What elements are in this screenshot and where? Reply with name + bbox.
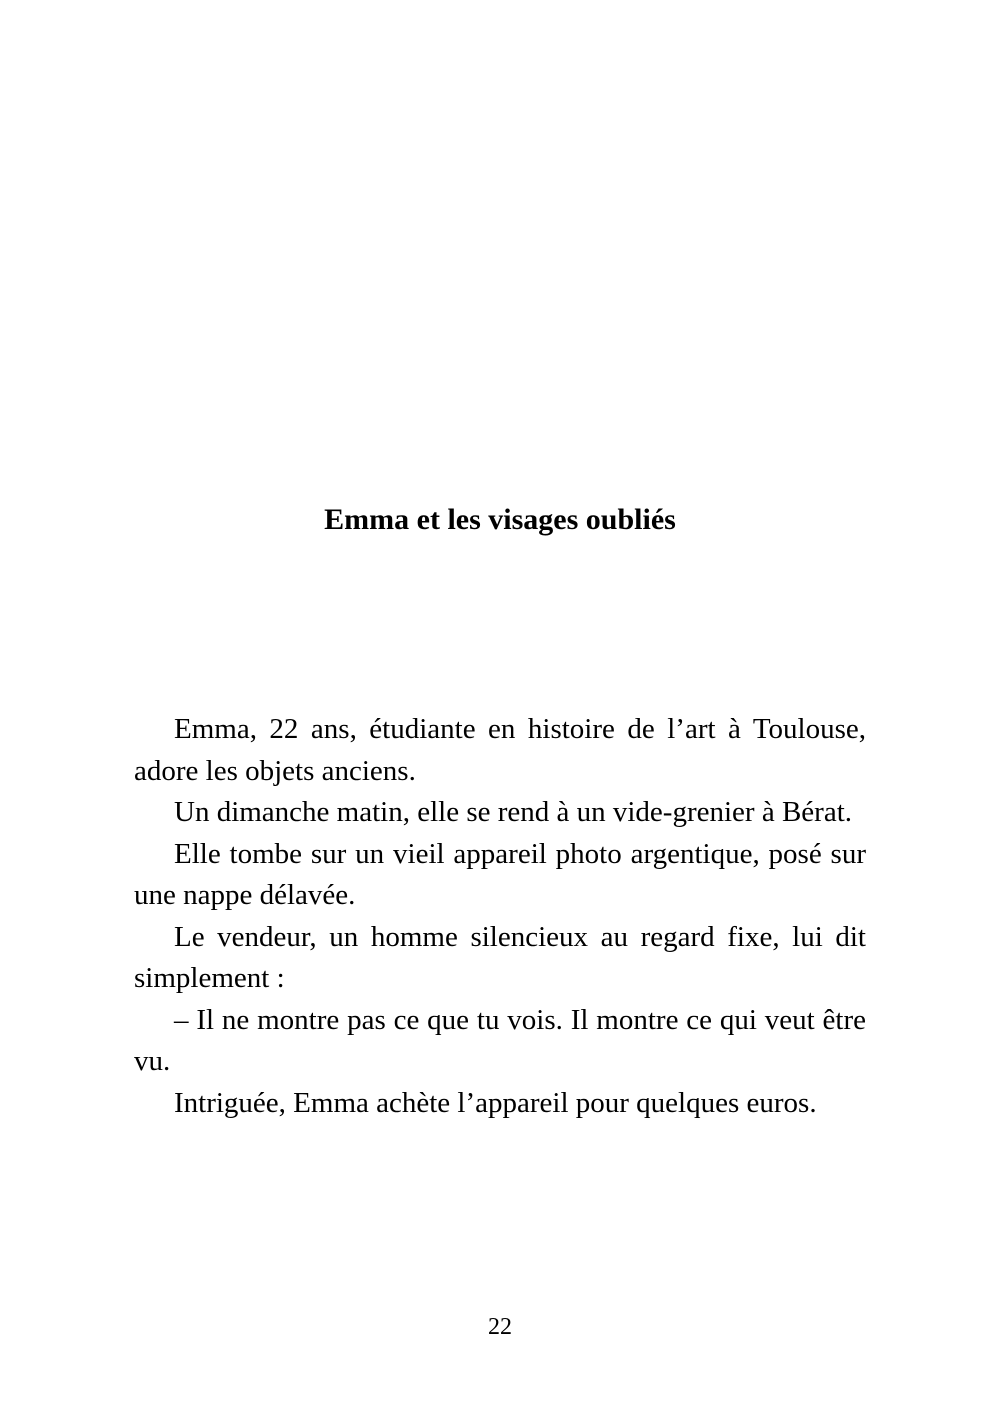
paragraph: Emma, 22 ans, étudiante en histoire de l’art à Toulouse, adore les objets anciens. (134, 713, 866, 787)
paragraph: Elle tombe sur un vieil appareil photo argentique, posé sur une nappe délavée. (134, 837, 866, 911)
paragraph: Intriguée, Emma achète l’appareil pour quelques euros. (174, 1086, 817, 1119)
chapter-body (134, 709, 866, 1124)
paragraph: Le vendeur, un homme silencieux au regard fixe, lui dit simplement : (134, 920, 866, 994)
page-number: 22 (488, 1314, 512, 1340)
dialogue-paragraph: – Il ne montre pas ce que tu vois. Il montre ce qui veut être vu. (134, 1003, 866, 1077)
paragraph: Un dimanche matin, elle se rend à un vide-grenier à Bérat. (174, 796, 853, 828)
chapter-title: Emma et les visages oubliés (324, 503, 676, 536)
